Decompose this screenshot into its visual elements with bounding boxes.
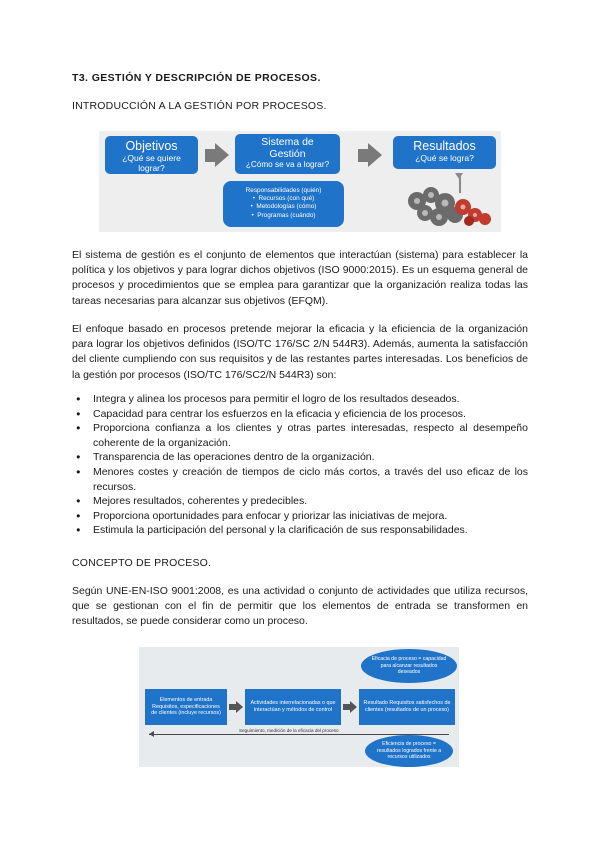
section-heading-intro: INTRODUCCIÓN A LA GESTIÓN POR PROCESOS. xyxy=(72,100,327,112)
list-item: Responsabilidades (quién) xyxy=(245,187,322,194)
entrada-box: Elementos de entrada Requisitos, especificaciones de clientes (incluye recursos) xyxy=(145,689,227,725)
sistema-gestion-box: Sistema de Gestión ¿Cómo se va a lograr? xyxy=(235,134,340,174)
arrow-right-head-icon xyxy=(350,701,357,713)
gears-illustration xyxy=(401,173,495,229)
list-item: • Metodologías (cómo) xyxy=(250,203,317,211)
arrow-right-head-icon xyxy=(236,701,243,713)
eficiencia-ellipse: Eficiencia de proceso = resultados logrados frente a recursos utilizados xyxy=(365,735,453,767)
list-item: ● Proporciona confianza a los clientes y otras partes interesadas, respecto al desempeño coherente de la organización. xyxy=(72,421,528,450)
paragraph-enfoque-procesos: El enfoque basado en procesos pretende mejorar la eficacia y la eficiencia de la organización para lograr los objetivos definidos (ISO/TC 176/SC 2/N 544R3). Además, aumenta la satisfacción del cliente cumpliendo con sus requisitos y de las restantes partes interesadas. Los beneficios de la gestión por procesos (ISO/TC 176/SC2/N 544R3) son: xyxy=(72,323,528,381)
list-item: ● Estimula la participación del personal y la clarificación de sus responsabilidades. xyxy=(72,523,528,538)
process-diagram xyxy=(139,647,459,767)
list-item: ● Capacidad para centrar los esfuerzos en la eficacia y eficiencia de los procesos. xyxy=(72,407,528,422)
arrow-right-head-icon xyxy=(368,143,382,167)
list-item: ● Transparencia de las operaciones dentro de la organización. xyxy=(72,450,528,465)
benefits-list xyxy=(72,392,528,538)
paragraph-sistema-gestion: El sistema de gestión es el conjunto de elementos que interactúan (sistema) para establecer la política y los objetivos y para lograr dichos objetivos (ISO 9000:2015). Es un esquema general de procesos y procedimientos que se emplea para garantizar que la organización realiza todas las tareas necesarias para alcanzar sus objetivos (EFQM). xyxy=(72,249,528,307)
management-system-figure xyxy=(99,131,501,232)
arrow-right-head-icon xyxy=(215,143,229,167)
paragraph-concepto-proceso: Según UNE-EN-ISO 9001:2008, es una actividad o conjunto de actividades que utiliza recursos, que se gestionan con el fin de permitir que los elementos de entrada se transformen en resultados, se puede considerar como un proceso. xyxy=(72,585,528,628)
arrow-right-icon xyxy=(205,149,215,162)
resultados-box: Resultados ¿Qué se logra? xyxy=(393,136,496,169)
list-item: ● Menores costes y creación de tiempos de ciclo más cortos, a través del uso eficaz de los recursos. xyxy=(72,465,528,494)
objetivos-box: Objetivos ¿Qué se quiere lograr? xyxy=(105,136,198,174)
arrow-right-icon xyxy=(229,704,236,710)
responsibilities-list xyxy=(223,187,344,220)
section-heading-concepto: CONCEPTO DE PROCESO. xyxy=(72,557,212,569)
page-title: T3. GESTIÓN Y DESCRIPCIÓN DE PROCESOS. xyxy=(72,72,321,84)
responsabilidades-box xyxy=(223,181,344,227)
list-item: ● Mejores resultados, coherentes y predecibles. xyxy=(72,494,528,509)
list-item: • Recursos (con qué) xyxy=(252,195,315,203)
eficacia-ellipse: Eficacia de proceso = capacidad para alcanzar resultados deseados xyxy=(361,649,457,683)
list-item: ● Proporciona oportunidades para enfocar y priorizar las iniciativas de mejora. xyxy=(72,509,528,524)
list-item: • Programas (cuándo) xyxy=(251,211,316,219)
seguimiento-label: Seguimiento, medición de la eficacia del proceso xyxy=(239,728,339,733)
arrow-left-icon xyxy=(149,731,154,737)
actividades-box: Actividades interrelacionadas o que interactúan y métodos de control xyxy=(245,689,341,725)
list-item: ● Integra y alinea los procesos para permitir el logro de los resultados deseados. xyxy=(72,392,528,407)
resultado-box: Resultado Requisitos satisfechos de clientes (resultados de un proceso) xyxy=(359,689,455,725)
arrow-right-icon xyxy=(358,149,368,162)
arrow-right-icon xyxy=(343,704,350,710)
